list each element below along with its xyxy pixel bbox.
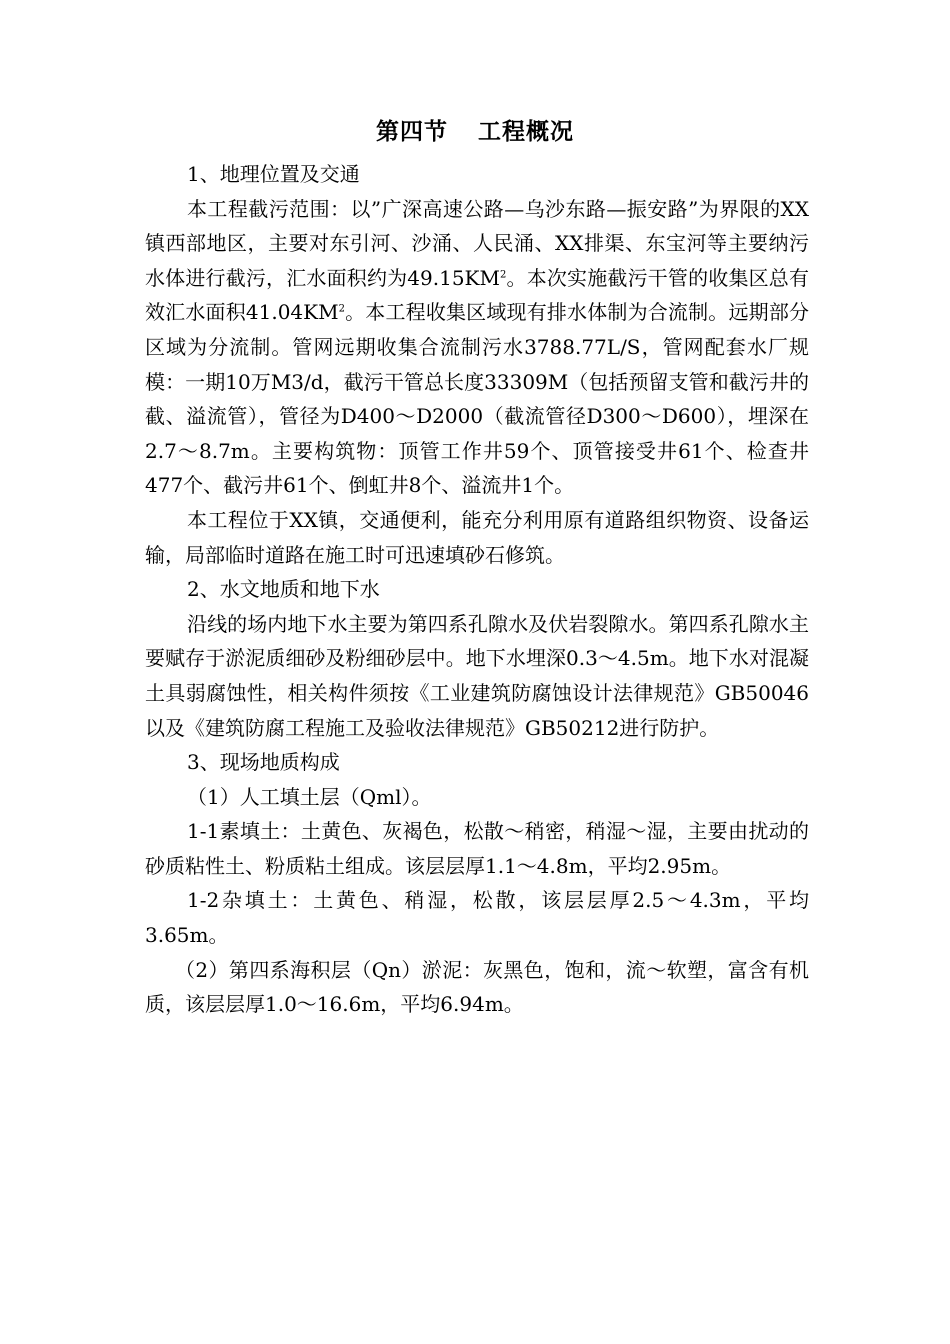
paragraph-scope-text-3: 。本工程收集区域现有排水体制为合流制。远期部分区域为分流制。管网远期收集合流制污水3788.77L/S，管网配套水厂规模：一期10万M3/d，截污干管总长度33309M（包括预留支管和截污井的截、溢流管），管径为D400～D2000（截流管径D300～D600），埋深在2.7～8.7m。主要构筑物：顶管工作井59个、顶管接受井61个、检查井477个、截污井61个、倒虹井8个、溢流井1个。 (145, 300, 809, 498)
paragraph-traffic: 本工程位于XX镇，交通便利，能充分利用原有道路组织物资、设备运输，局部临时道路在施工时可迅速填砂石修筑。 (145, 507, 809, 567)
paragraph-scope-text-1: 本工程截污范围：以”广深高速公路—乌沙东路—振安路”为界限的XX镇西部地区，主要对东引河、沙涌、人民涌、XX排渠、东宝河等主要纳污水体进行截污，汇水面积约为49.15KM (145, 196, 809, 290)
section-name: 工程概况 (478, 119, 574, 145)
superscript-1: 2 (499, 269, 507, 281)
paragraph-scope (145, 192, 809, 503)
heading-site-geology: 3、现场地质构成 (187, 750, 340, 775)
paragraph-marine-deposit: （2）第四系海积层（Qn）淤泥：灰黑色，饱和，流～软塑，富含有机质，该层层厚1.0～16.6m，平均6.94m。 (145, 957, 809, 1017)
heading-location-traffic: 1、地理位置及交通 (187, 162, 360, 186)
paragraph-groundwater: 沿线的场内地下水主要为第四系孔隙水及伏岩裂隙水。第四系孔隙水主要赋存于淤泥质细砂及粉细砂层中。地下水埋深0.3～4.5m。地下水对混凝土具弱腐蚀性，相关构件须按《工业建筑防腐蚀设计法律规范》GB50046以及《建筑防腐工程施工及验收法律规范》GB50212进行防护。 (145, 611, 809, 740)
document-body (145, 157, 809, 1022)
paragraph-plain-fill: 1-1素填土：土黄色、灰褐色，松散～稍密，稍湿～湿，主要由扰动的砂质粘性土、粉质粘土组成。该层层厚1.1～4.8m，平均2.95m。 (145, 819, 809, 878)
paragraph-scope-text-2: 。本次实施截污干管的收集区总有效汇水面积41.04KM (145, 265, 809, 325)
superscript-2: 2 (338, 303, 345, 315)
subheading-artificial-fill: （1）人工填土层（Qml）。 (187, 784, 432, 809)
section-title (0, 113, 950, 151)
section-number: 第四节 (376, 119, 448, 145)
paragraph-miscellaneous-fill: 1-2杂填土：土黄色、稍湿，松散，该层层厚2.5～4.3m，平均3.65m。 (145, 888, 809, 948)
heading-hydrogeology: 2、水文地质和地下水 (187, 577, 380, 602)
